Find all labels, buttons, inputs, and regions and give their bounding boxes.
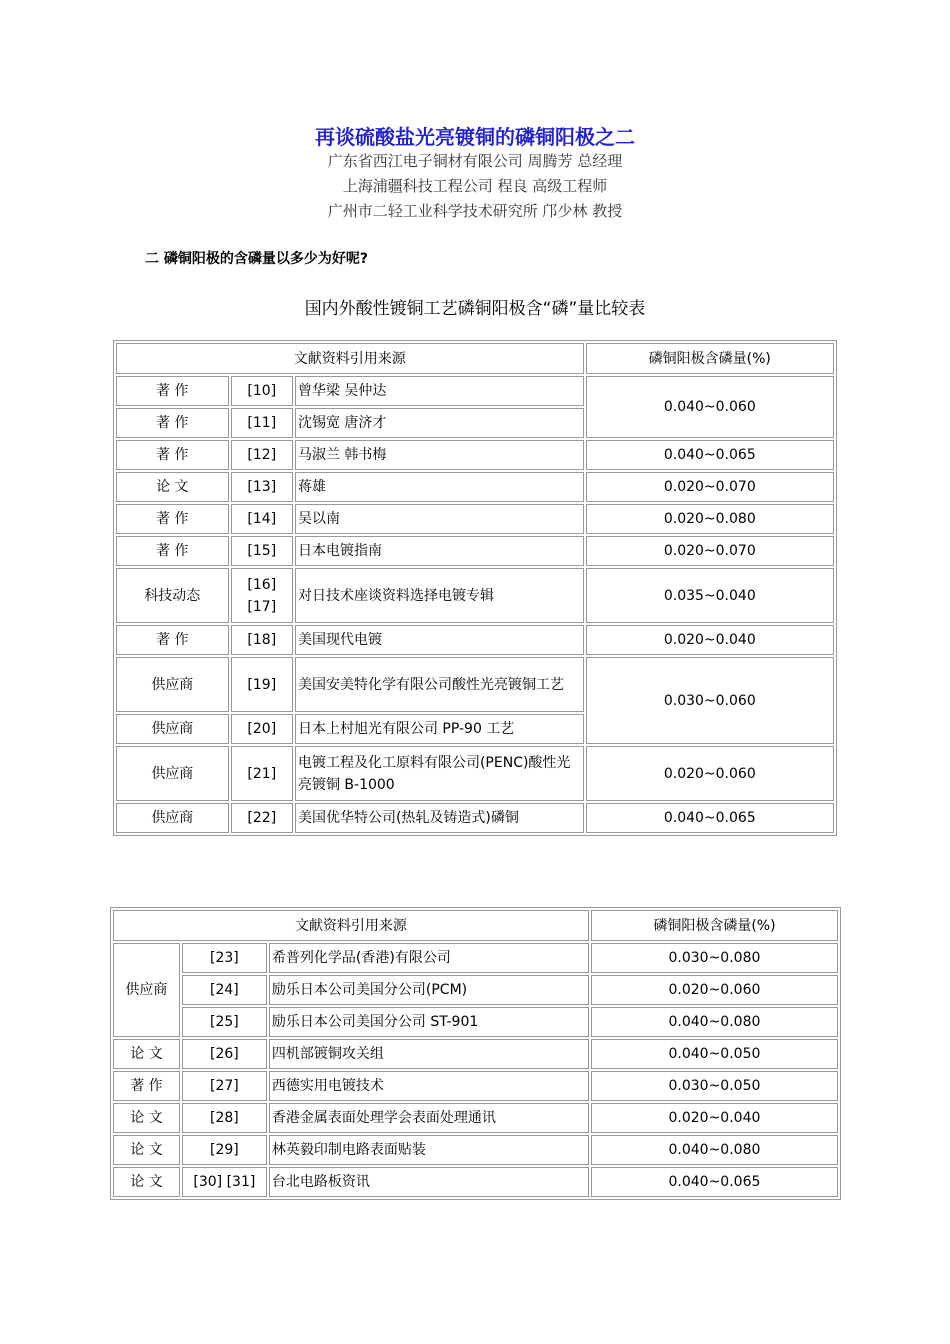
table-row (113, 1103, 838, 1133)
cell-source: 吴以南 (295, 504, 584, 534)
cell-phosphorus: 0.030~0.080 (591, 943, 838, 973)
cell-type: 供应商 (113, 943, 180, 1037)
cell-phosphorus: 0.040~0.050 (591, 1039, 838, 1069)
cell-ref: [25] (182, 1007, 267, 1037)
cell-phosphorus: 0.020~0.040 (591, 1103, 838, 1133)
cell-source: 对日技术座谈资料选择电镀专辑 (295, 568, 584, 623)
cell-phosphorus: 0.020~0.070 (586, 472, 834, 502)
cell-source: 西德实用电镀技术 (269, 1071, 589, 1101)
cell-source: 四机部镀铜攻关组 (269, 1039, 589, 1069)
table-row (116, 803, 834, 833)
cell-type: 供应商 (116, 746, 229, 801)
cell-phosphorus: 0.040~0.065 (591, 1167, 838, 1197)
cell-ref: [28] (182, 1103, 267, 1133)
ref-line: [17] (247, 598, 277, 615)
cell-type: 著 作 (116, 536, 229, 566)
cell-ref: [18] (231, 625, 293, 655)
cell-type: 论 文 (113, 1167, 180, 1197)
cell-type: 论 文 (113, 1039, 180, 1069)
cell-phosphorus: 0.030~0.050 (591, 1071, 838, 1101)
cell-phosphorus: 0.020~0.060 (591, 975, 838, 1005)
cell-source: 马淑兰 韩书梅 (295, 440, 584, 470)
cell-source: 林英毅印制电路表面贴装 (269, 1135, 589, 1165)
header-phosphorus: 磷铜阳极含磷量(%) (586, 343, 834, 374)
author-line: 广州市二轻工业科学技术研究所 邝少林 教授 (327, 202, 623, 220)
cell-ref: [21] (231, 746, 293, 801)
comparison-table-1 (113, 340, 837, 836)
cell-source: 台北电路板资讯 (269, 1167, 589, 1197)
cell-type: 供应商 (116, 657, 229, 712)
ref-line: [16] (247, 576, 277, 593)
table-row (116, 625, 834, 655)
document-title: 再谈硫酸盐光亮镀铜的磷铜阳极之二 (315, 125, 635, 149)
header-phosphorus: 磷铜阳极含磷量(%) (591, 910, 838, 941)
table-row (116, 472, 834, 502)
table-row (116, 440, 834, 470)
cell-type: 著 作 (116, 625, 229, 655)
table-row (116, 504, 834, 534)
cell-ref: [13] (231, 472, 293, 502)
cell-source: 励乐日本公司美国分公司 ST-901 (269, 1007, 589, 1037)
cell-ref: [27] (182, 1071, 267, 1101)
cell-source: 励乐日本公司美国分公司(PCM) (269, 975, 589, 1005)
cell-type: 著 作 (116, 408, 229, 438)
cell-ref: [22] (231, 803, 293, 833)
cell-type: 科技动态 (116, 568, 229, 623)
cell-ref: [26] (182, 1039, 267, 1069)
cell-phosphorus: 0.040~0.060 (586, 376, 834, 438)
table-row (113, 975, 838, 1005)
table-row (116, 376, 834, 406)
cell-type: 论 文 (113, 1135, 180, 1165)
cell-source: 希普列化学品(香港)有限公司 (269, 943, 589, 973)
cell-ref: [14] (231, 504, 293, 534)
table-row (113, 1071, 838, 1101)
cell-ref: [19] (231, 657, 293, 712)
table-row (113, 1167, 838, 1197)
cell-ref: [11] (231, 408, 293, 438)
table-row (116, 746, 834, 801)
cell-type: 供应商 (116, 803, 229, 833)
cell-ref: [23] (182, 943, 267, 973)
cell-phosphorus: 0.030~0.060 (586, 657, 834, 744)
header-source: 文献资料引用来源 (116, 343, 584, 374)
cell-type: 论 文 (113, 1103, 180, 1133)
table-header-row (116, 343, 834, 374)
cell-ref: [29] (182, 1135, 267, 1165)
author-line: 广东省西江电子铜材有限公司 周腾芳 总经理 (327, 152, 623, 170)
header-source: 文献资料引用来源 (113, 910, 589, 941)
cell-ref: [30] [31] (182, 1167, 267, 1197)
cell-type: 著 作 (116, 440, 229, 470)
cell-phosphorus: 0.020~0.060 (586, 746, 834, 801)
cell-phosphorus: 0.040~0.065 (586, 440, 834, 470)
table-row (116, 568, 834, 623)
cell-ref: [24] (182, 975, 267, 1005)
cell-ref: [12] (231, 440, 293, 470)
cell-type: 著 作 (113, 1071, 180, 1101)
cell-ref: [15] (231, 536, 293, 566)
cell-phosphorus: 0.020~0.070 (586, 536, 834, 566)
cell-ref (231, 568, 293, 623)
comparison-table-2 (110, 907, 841, 1200)
table-caption: 国内外酸性镀铜工艺磷铜阳极含“磷”量比较表 (304, 299, 646, 319)
cell-source: 曾华梁 吴仲达 (295, 376, 584, 406)
cell-type: 著 作 (116, 376, 229, 406)
cell-type: 著 作 (116, 504, 229, 534)
cell-phosphorus: 0.040~0.065 (586, 803, 834, 833)
cell-phosphorus: 0.020~0.080 (586, 504, 834, 534)
cell-source: 香港金属表面处理学会表面处理通讯 (269, 1103, 589, 1133)
cell-source: 电镀工程及化工原料有限公司(PENC)酸性光亮镀铜 B-1000 (295, 746, 584, 801)
cell-source: 蒋雄 (295, 472, 584, 502)
table-row (113, 1039, 838, 1069)
table-row (113, 1007, 838, 1037)
cell-phosphorus: 0.035~0.040 (586, 568, 834, 623)
cell-source: 沈锡宽 唐济才 (295, 408, 584, 438)
table-row (113, 943, 838, 973)
author-line: 上海浦疆科技工程公司 程良 高级工程师 (342, 177, 608, 195)
cell-ref: [20] (231, 714, 293, 744)
cell-phosphorus: 0.040~0.080 (591, 1135, 838, 1165)
cell-source: 日本上村旭光有限公司 PP-90 工艺 (295, 714, 584, 744)
section-heading: 二 磷铜阳极的含磷量以多少为好呢? (145, 251, 368, 267)
table-row (116, 657, 834, 712)
table-row (116, 536, 834, 566)
cell-source: 美国现代电镀 (295, 625, 584, 655)
table-header-row (113, 910, 838, 941)
cell-phosphorus: 0.040~0.080 (591, 1007, 838, 1037)
cell-source: 美国优华特公司(热轧及铸造式)磷铜 (295, 803, 584, 833)
table-row (113, 1135, 838, 1165)
cell-source: 美国安美特化学有限公司酸性光亮镀铜工艺 (295, 657, 584, 712)
cell-phosphorus: 0.020~0.040 (586, 625, 834, 655)
cell-type: 论 文 (116, 472, 229, 502)
cell-type: 供应商 (116, 714, 229, 744)
cell-source: 日本电镀指南 (295, 536, 584, 566)
cell-ref: [10] (231, 376, 293, 406)
